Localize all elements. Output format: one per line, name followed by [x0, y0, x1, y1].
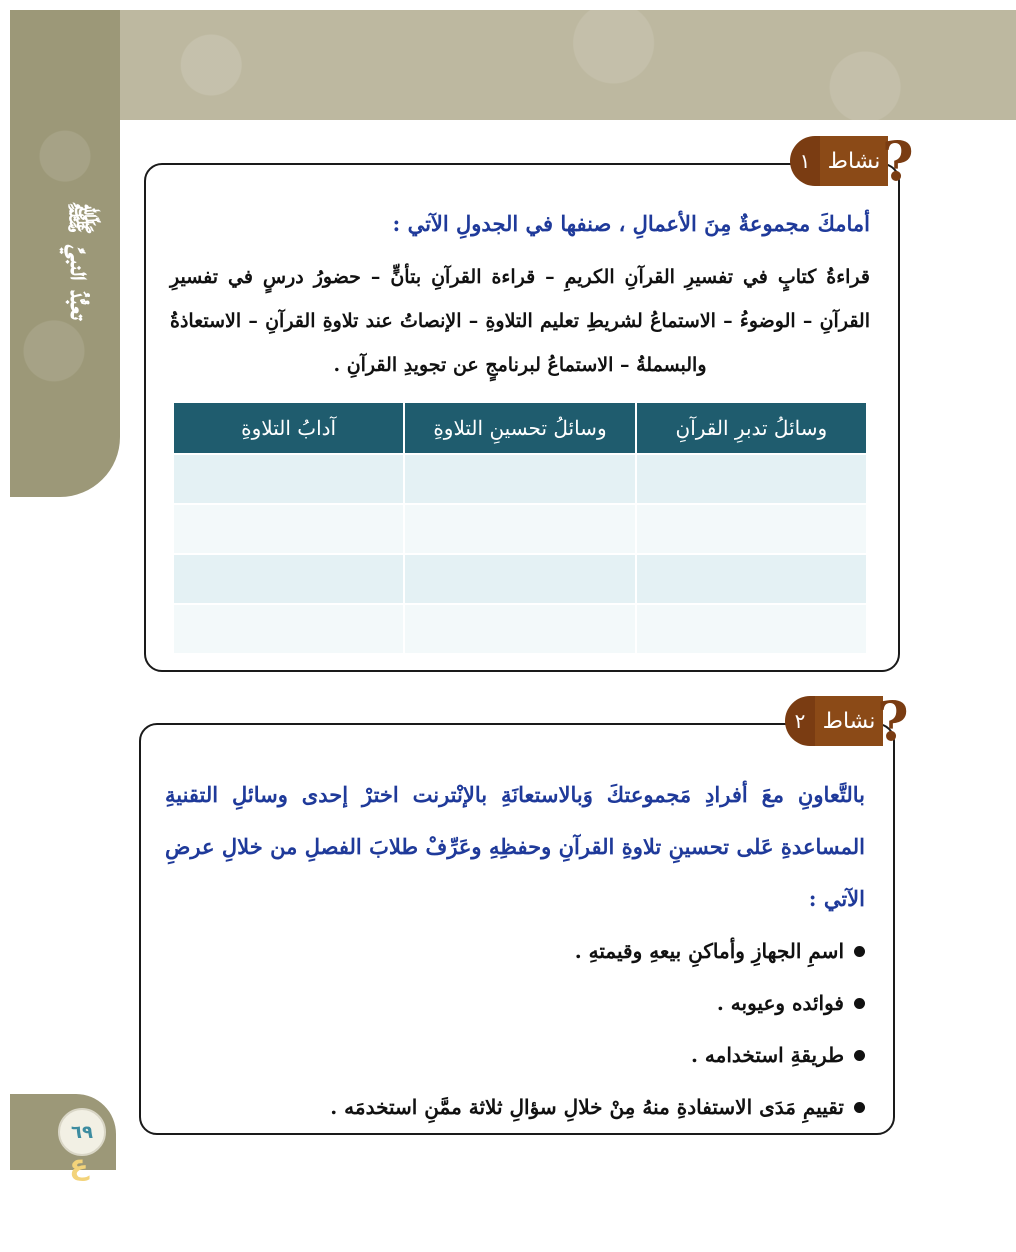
activity-1-card: [144, 163, 900, 672]
activity-2-intro: بالتَّعاونِ معَ أفرادِ مَجموعتكَ وَبالاستعانَةِ بالإنْترنت اخترْ إحدى وسائلِ التقنيةِ المساعدةِ عَلى تحسينِ تلاوةِ القرآنِ وحفظِهِ وعَرِّفْ طلابَ الفصلِ من خلالِ عرضِ الآتي :: [165, 782, 865, 911]
side-decorative-band: [10, 10, 120, 497]
activity-1-label: نشاط: [820, 136, 888, 186]
table-row: [174, 554, 866, 604]
table-header: وسائلُ تدبرِ القرآنِ: [636, 403, 866, 454]
activity-1-number: ١: [790, 136, 820, 186]
list-item-text: تقييمِ مَدَى الاستفادةِ منهُ مِنْ خلالِ سؤالِ ثلاثة ممَّنِ استخدمَه .: [330, 1095, 844, 1119]
list-item: [165, 1029, 865, 1081]
list-item-text: طريقةِ استخدامه .: [691, 1043, 844, 1067]
bullet-icon: [854, 1102, 865, 1113]
activity-2-label: نشاط: [815, 696, 883, 746]
activity-1-paragraph: قراءةُ كتابٍ في تفسيرِ القرآنِ الكريمِ – قراءة القرآنِ بتأنٍّ – حضورُ درسٍ في تفسيرِ القرآنِ – الوضوءُ – الاستماعُ لشريطِ تعليم التلاوةِ – الإنصاتُ عند تلاوةِ القرآنِ – الاستعاذةُ والبسملةُ – الاستماعُ لبرنامجٍ عن تجويدِ القرآنِ .: [170, 266, 870, 376]
table-cell[interactable]: [174, 454, 404, 504]
activity-2-number: ٢: [785, 696, 815, 746]
list-item: [165, 977, 865, 1029]
table-cell[interactable]: [636, 604, 866, 653]
bullet-icon: [854, 1050, 865, 1061]
table-cell[interactable]: [174, 554, 404, 604]
table-header: وسائلُ تحسينِ التلاوةِ: [404, 403, 635, 454]
page-number: ٦٩: [58, 1108, 106, 1156]
table-cell[interactable]: [636, 504, 866, 554]
table-row: [174, 454, 866, 504]
table-cell[interactable]: [174, 604, 404, 653]
activity-2-card: [139, 723, 895, 1135]
table-cell[interactable]: [404, 604, 635, 653]
table-row: [174, 604, 866, 653]
table-row: [174, 504, 866, 554]
bullet-icon: [854, 946, 865, 957]
top-decorative-band: [10, 10, 1016, 120]
question-mark-icon: ?: [877, 689, 909, 753]
table-header: آدابُ التلاوةِ: [174, 403, 404, 454]
table-cell[interactable]: [636, 554, 866, 604]
bullet-icon: [854, 998, 865, 1009]
list-item-text: فوائده وعيوبه .: [716, 991, 844, 1015]
activity-2-tab: [785, 689, 909, 753]
question-mark-icon: ?: [882, 129, 914, 193]
table-cell[interactable]: [404, 454, 635, 504]
activity-2-list: [165, 925, 865, 1133]
publisher-logo: ع: [69, 1148, 89, 1181]
chapter-title: تعبُّدُ النبيِّ ﷺ: [64, 201, 97, 320]
list-item-text: اسمِ الجهازِ وأماكنِ بيعهِ وقيمتهِ .: [574, 939, 844, 963]
table-cell[interactable]: [636, 454, 866, 504]
list-item: [165, 925, 865, 977]
table-cell[interactable]: [404, 504, 635, 554]
table-cell[interactable]: [404, 554, 635, 604]
list-item: [165, 1081, 865, 1133]
classification-table: [174, 403, 866, 653]
activity-1-heading: أمامكَ مجموعةٌ مِنَ الأعمالِ ، صنفها في الجدولِ الآتي :: [392, 211, 870, 236]
table-cell[interactable]: [174, 504, 404, 554]
activity-1-tab: [790, 129, 914, 193]
